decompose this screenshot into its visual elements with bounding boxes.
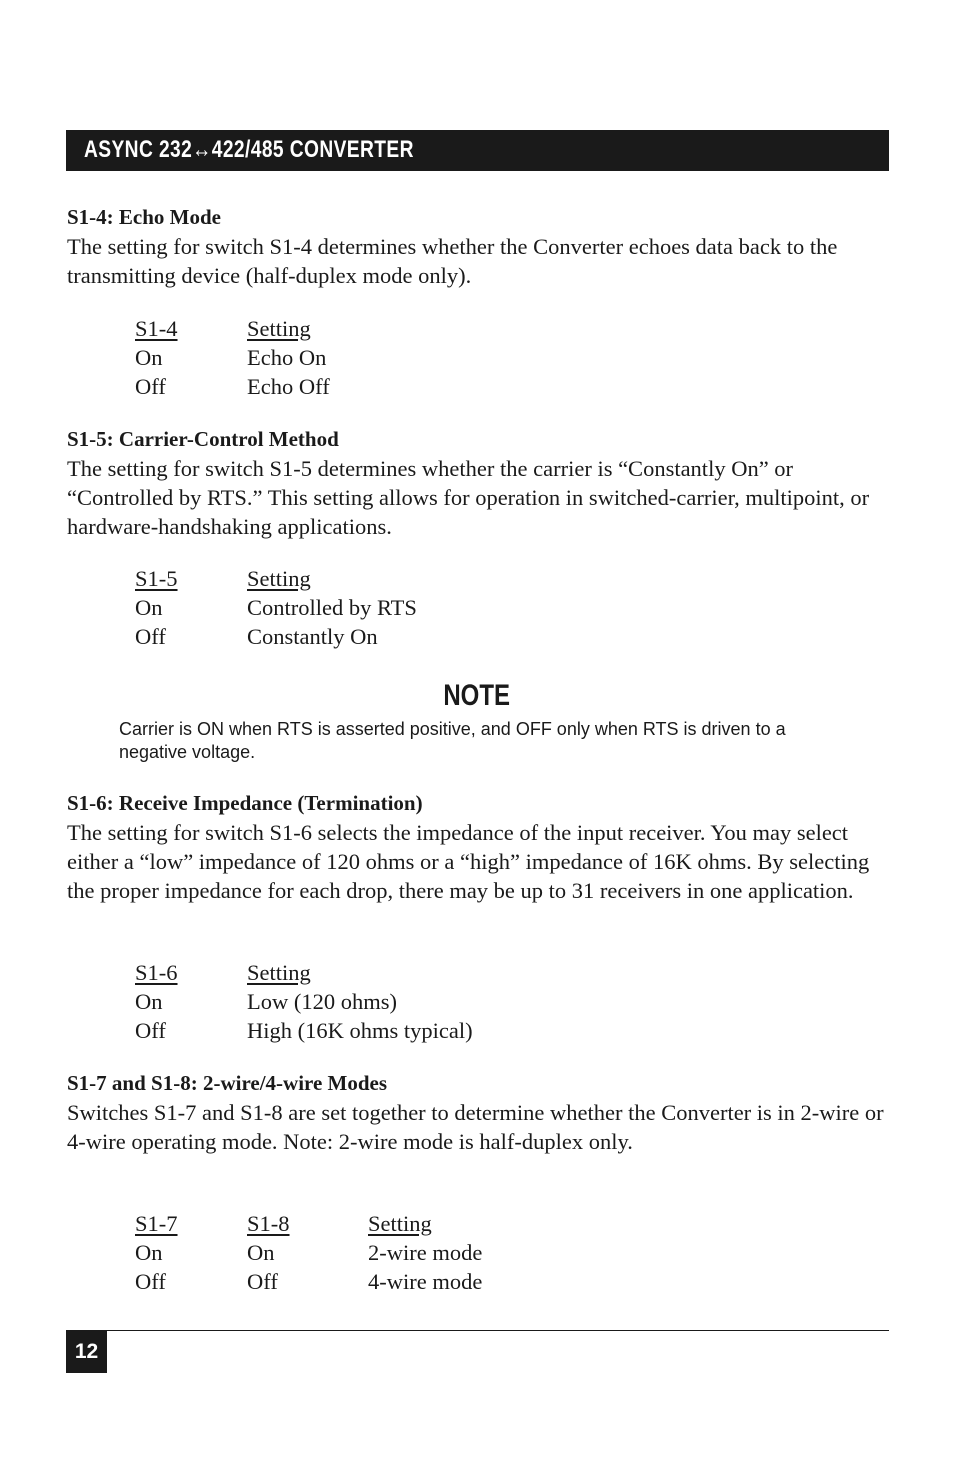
table-header-row [135, 564, 417, 593]
page-title: ASYNC 232↔422/485 CONVERTER [84, 136, 414, 163]
table-cell: On [247, 1240, 275, 1265]
table-cell: Low (120 ohms) [247, 989, 397, 1014]
table-row [135, 1238, 482, 1267]
column-header: Setting [368, 1211, 432, 1236]
section-s1-4 [67, 203, 887, 290]
section-heading: S1-7 and S1-8: 2-wire/4-wire Modes [67, 1071, 388, 1095]
table-cell: Controlled by RTS [247, 595, 417, 620]
table-cell: Off [135, 624, 166, 649]
table-header-row [135, 958, 473, 987]
table-cell: Off [247, 1269, 278, 1294]
section-heading: S1-5: Carrier-Control Method [67, 427, 339, 451]
column-header: S1-5 [135, 566, 178, 591]
column-header: S1-4 [135, 316, 178, 341]
settings-table-s1-6 [135, 958, 473, 1045]
column-header: S1-6 [135, 960, 178, 985]
table-row [135, 1267, 482, 1296]
section-body: The setting for switch S1-4 determines whether the Converter echoes data back to the transmitting device (half-duplex mode only). [67, 234, 838, 288]
footer-rule [66, 1330, 889, 1331]
table-row [135, 372, 330, 401]
table-cell: Off [135, 374, 166, 399]
column-header: S1-7 [135, 1211, 178, 1236]
table-cell: Constantly On [247, 624, 378, 649]
settings-table-s1-7-s1-8 [135, 1209, 482, 1296]
column-header: Setting [247, 960, 311, 985]
section-body: The setting for switch S1-5 determines whether the carrier is “Constantly On” or “Controlled by RTS.” This setting allows for operation in switched-carrier, multipoint, or hardware-handshaking applications. [67, 456, 870, 539]
table-cell: Echo On [247, 345, 327, 370]
table-cell: On [135, 345, 163, 370]
table-cell: On [135, 1240, 163, 1265]
section-s1-7-s1-8 [67, 1069, 887, 1156]
table-cell: Off [135, 1269, 166, 1294]
table-cell: On [135, 989, 163, 1014]
column-header: Setting [247, 566, 311, 591]
table-cell: Off [135, 1018, 166, 1043]
table-row [135, 593, 417, 622]
settings-table-s1-4 [135, 314, 330, 401]
table-row [135, 343, 330, 372]
column-header: Setting [247, 316, 311, 341]
note-body: Carrier is ON when RTS is asserted positive, and OFF only when RTS is driven to a negative voltage. [119, 719, 786, 762]
page-number: 12 [74, 1340, 99, 1363]
table-header-row [135, 314, 330, 343]
table-header-row [135, 1209, 482, 1238]
section-body: Switches S1-7 and S1-8 are set together to determine whether the Converter is in 2-wire or 4-wire operating mode. Note: 2-wire mode is half-duplex only. [67, 1100, 884, 1154]
settings-table-s1-5 [135, 564, 417, 651]
table-cell: 4-wire mode [368, 1269, 483, 1294]
section-s1-5 [67, 425, 887, 541]
table-cell: 2-wire mode [368, 1240, 483, 1265]
table-cell: High (16K ohms typical) [247, 1018, 473, 1043]
section-s1-6 [67, 789, 887, 905]
table-cell: Echo Off [247, 374, 330, 399]
note-title [0, 676, 954, 716]
note-title-text: NOTE [443, 679, 511, 712]
table-row [135, 987, 473, 1016]
table-cell: On [135, 595, 163, 620]
column-header: S1-8 [247, 1211, 290, 1236]
table-row [135, 1016, 473, 1045]
table-row [135, 622, 417, 651]
section-body: The setting for switch S1-6 selects the impedance of the input receiver. You may select either a “low” impedance of 120 ohms or a “high” impedance of 16K ohms. By selecting the proper impedance for each drop, there may be up to 31 receivers in one application. [67, 820, 870, 903]
section-heading: S1-4: Echo Mode [67, 205, 221, 229]
section-heading: S1-6: Receive Impedance (Termination) [67, 791, 423, 815]
